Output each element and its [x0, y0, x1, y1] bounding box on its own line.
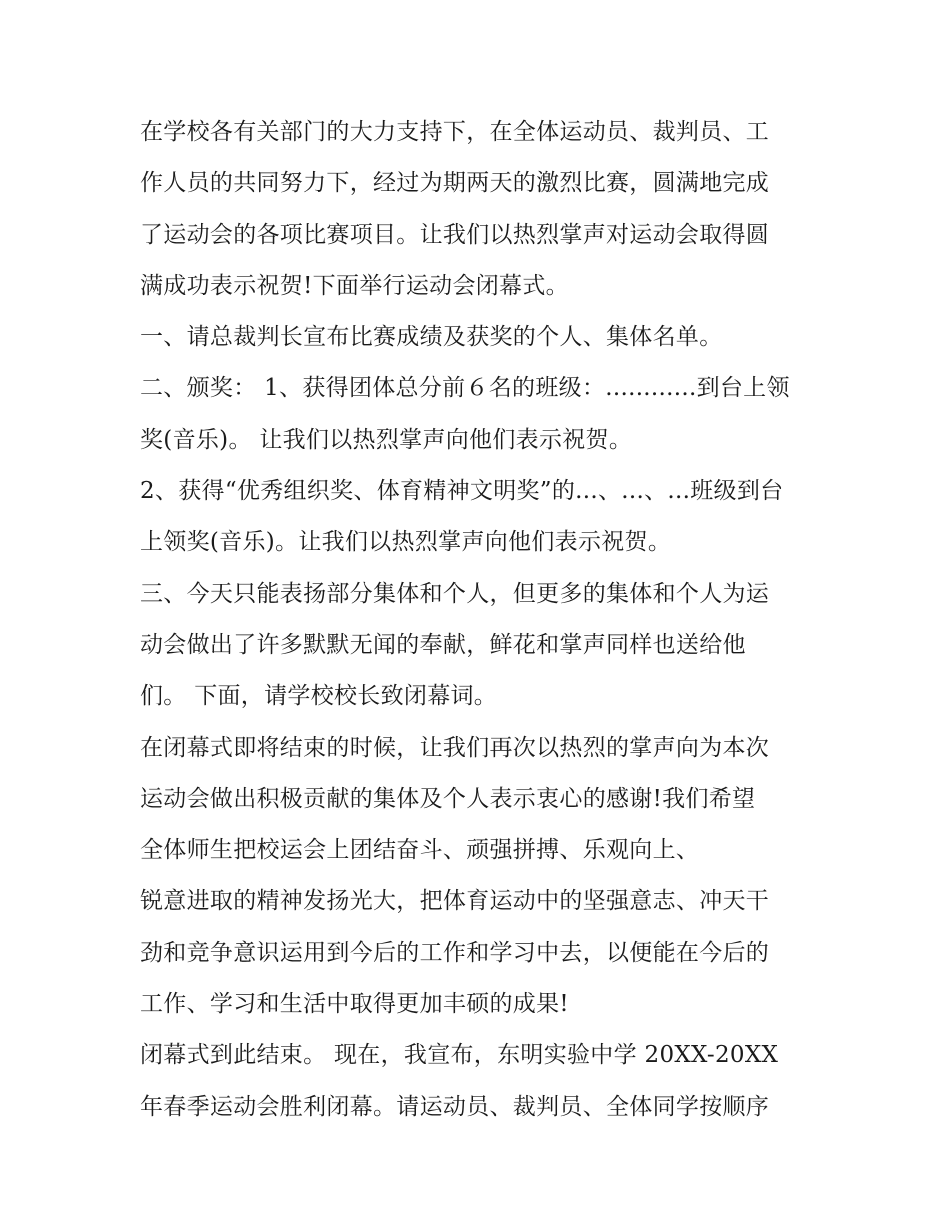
- text-line-19: 闭幕式到此结束。 现在，我宣布，东明实验中学 20XX-20XX: [140, 1042, 779, 1069]
- text-line-15: 全体师生把校运会上团结奋斗、顽强拼搏、乐观向上、: [140, 837, 700, 864]
- text-line-1: 在学校各有关部门的大力支持下，在全体运动员、裁判员、工: [140, 119, 770, 145]
- text-line-4: 满成功表示祝贺!下面举行运动会闭幕式。: [140, 272, 569, 299]
- text-line-11: 动会做出了许多默默无闻的奉献，鲜花和掌声同样也送给他: [140, 631, 746, 658]
- text-line-10: 三、今天只能表扬部分集体和个人，但更多的集体和个人为运: [140, 580, 770, 607]
- text-line-18: 工作、学习和生活中取得更加丰硕的成果!: [140, 991, 569, 1018]
- text-line-6: 二、颁奖： 1、获得团体总分前６名的班级：............到台上领: [140, 375, 790, 402]
- text-line-14: 运动会做出积极贡献的集体及个人表示衷心的感谢!我们希望: [140, 785, 756, 812]
- text-line-13: 在闭幕式即将结束的时候，让我们再次以热烈的掌声向为本次: [140, 734, 770, 761]
- text-line-16: 锐意进取的精神发扬光大，把体育运动中的坚强意志、冲天干: [140, 888, 770, 915]
- text-line-2: 作人员的共同努力下，经过为期两天的激烈比赛，圆满地完成: [140, 170, 770, 197]
- document-body: [140, 107, 820, 1133]
- text-line-20: 年春季运动会胜利闭幕。请运动员、裁判员、全体同学按顺序: [140, 1093, 770, 1120]
- text-line-9: 上领奖(音乐)。让我们以热烈掌声向他们表示祝贺。: [140, 529, 672, 556]
- text-line-12: 们。 下面，请学校校长致闭幕词。: [140, 683, 498, 710]
- text-line-17: 劲和竞争意识运用到今后的工作和学习中去，以便能在今后的: [140, 939, 770, 966]
- text-line-8: 2、获得“优秀组织奖、体育精神文明奖”的...、...、...班级到台: [140, 478, 784, 505]
- text-line-3: 了运动会的各项比赛项目。让我们以热烈掌声对运动会取得圆: [140, 221, 770, 248]
- text-line-7: 奖(音乐)。 让我们以热烈掌声向他们表示祝贺。: [140, 426, 633, 453]
- text-line-5: 一、请总裁判长宣布比赛成绩及获奖的个人、集体名单。: [140, 324, 723, 351]
